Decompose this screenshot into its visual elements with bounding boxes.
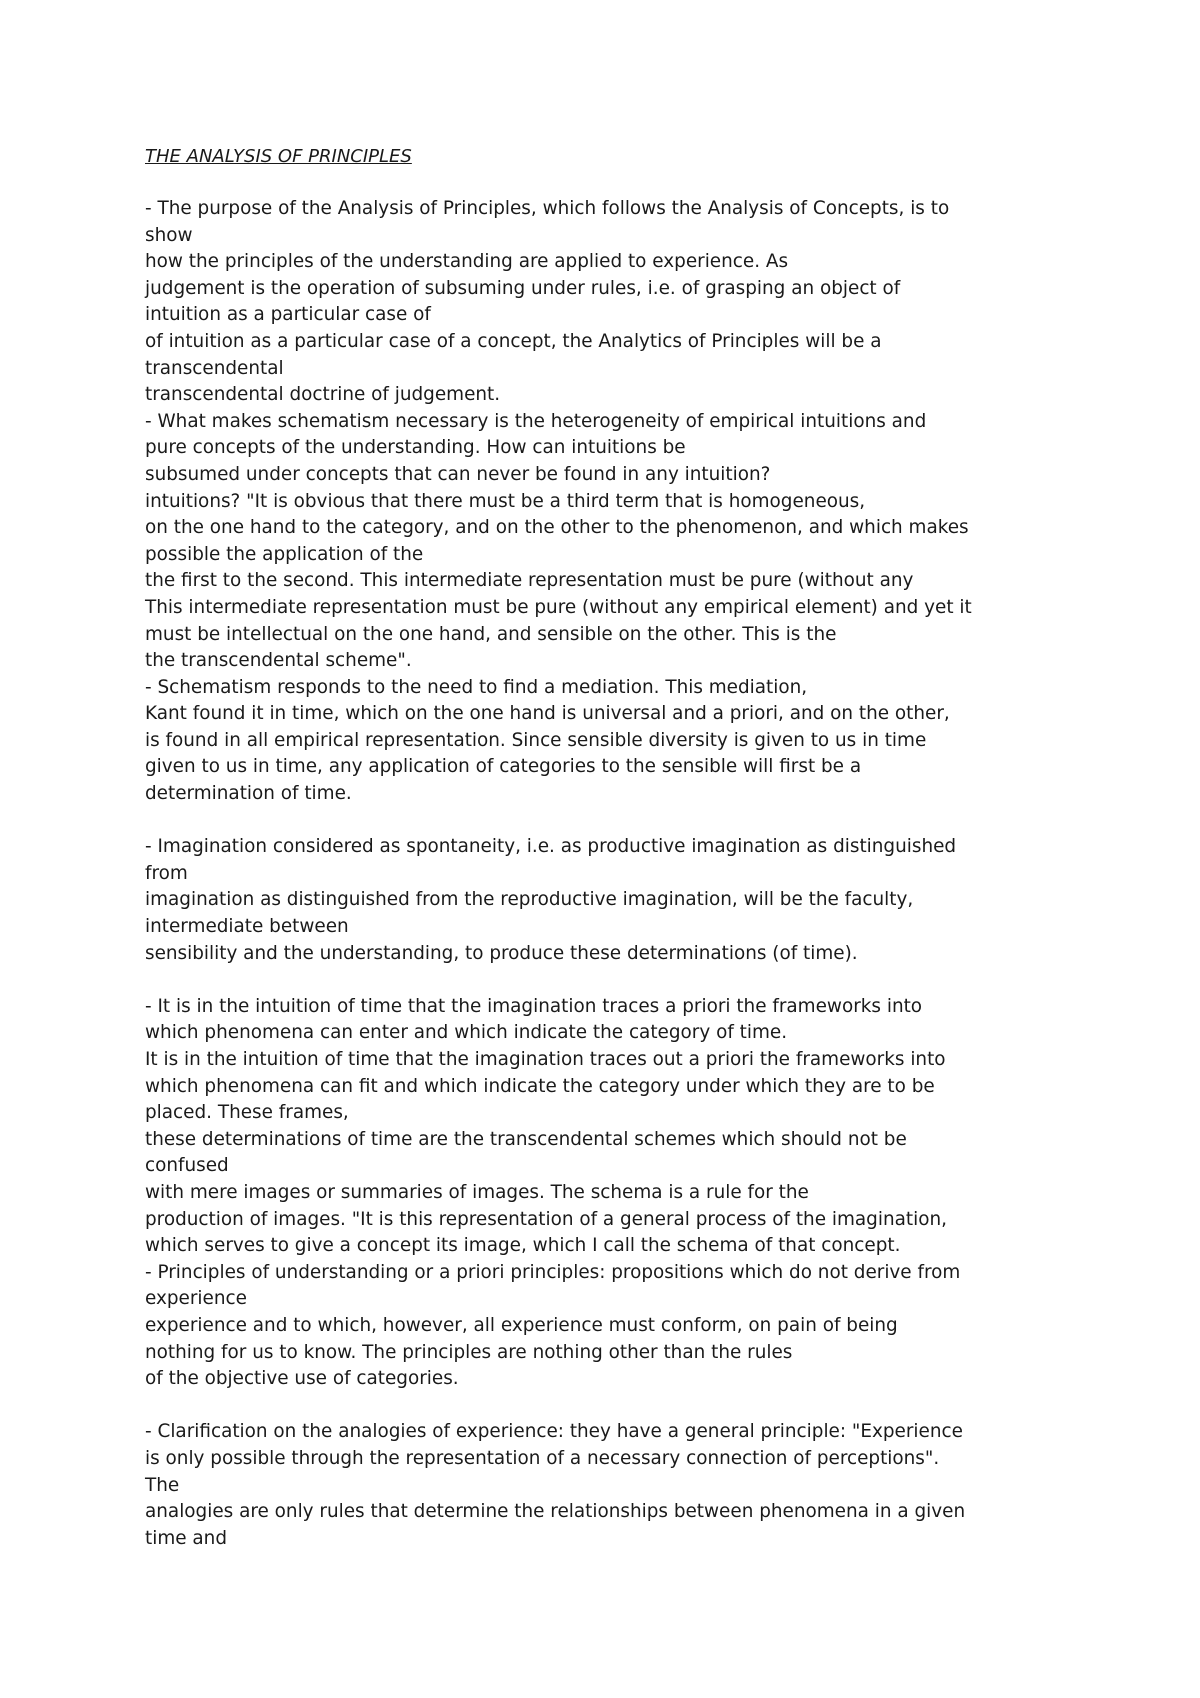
text-line: nothing for us to know. The principles are nothing other than the rules bbox=[145, 1341, 793, 1363]
text-line: must be intellectual on the one hand, and sensible on the other. This is the bbox=[145, 623, 837, 645]
text-line: - Clarification on the analogies of experience: they have a general principle: "Experience bbox=[145, 1421, 963, 1443]
text-line: subsumed under concepts that can never be found in any intuition? bbox=[145, 463, 771, 485]
text-line: how the principles of the understanding are applied to experience. As bbox=[145, 251, 789, 273]
text-line: from bbox=[145, 862, 188, 884]
text-line: production of images. "It is this representation of a general process of the imagination, bbox=[145, 1208, 947, 1230]
blank-line bbox=[145, 967, 1105, 994]
text-line: - Imagination considered as spontaneity, i.e. as productive imagination as distinguished bbox=[145, 836, 957, 858]
text-line: intuition as a particular case of bbox=[145, 304, 431, 326]
text-line: is only possible through the representation of a necessary connection of perceptions". bbox=[145, 1447, 940, 1469]
text-line: sensibility and the understanding, to produce these determinations (of time). bbox=[145, 942, 858, 964]
text-line: of intuition as a particular case of a concept, the Analytics of Principles will be a bbox=[145, 330, 882, 352]
text-line: determination of time. bbox=[145, 783, 352, 805]
text-line: - Principles of understanding or a priori principles: propositions which do not derive from bbox=[145, 1261, 961, 1283]
text-line: confused bbox=[145, 1155, 229, 1177]
text-line: The bbox=[145, 1474, 180, 1496]
text-line: transcendental doctrine of judgement. bbox=[145, 384, 501, 406]
text-line: is found in all empirical representation. Since sensible diversity is given to us in time bbox=[145, 729, 927, 751]
text-line: these determinations of time are the transcendental schemes which should not be bbox=[145, 1128, 907, 1150]
text-line: show bbox=[145, 224, 193, 246]
blank-line bbox=[145, 1393, 1105, 1420]
text-line: placed. These frames, bbox=[145, 1102, 349, 1124]
text-line: which serves to give a concept its image, which I call the schema of that concept. bbox=[145, 1235, 901, 1257]
text-line: with mere images or summaries of images. The schema is a rule for the bbox=[145, 1181, 809, 1203]
blank-line bbox=[145, 808, 1105, 835]
text-line: It is in the intuition of time that the imagination traces out a priori the frameworks into bbox=[145, 1049, 946, 1070]
text-line: pure concepts of the understanding. How can intuitions be bbox=[145, 437, 686, 459]
text-line: experience bbox=[145, 1288, 247, 1310]
document-body bbox=[145, 196, 1105, 1552]
text-line: Kant found it in time, which on the one hand is universal and a priori, and on the other, bbox=[145, 703, 950, 725]
text-line: - The purpose of the Analysis of Principles, which follows the Analysis of Concepts, is to bbox=[145, 198, 950, 219]
text-line: of the objective use of categories. bbox=[145, 1368, 459, 1390]
text-line: - Schematism responds to the need to find a mediation. This mediation, bbox=[145, 676, 808, 698]
text-line: given to us in time, any application of categories to the sensible will first be a bbox=[145, 756, 862, 778]
text-line: analogies are only rules that determine the relationships between phenomena in a given bbox=[145, 1501, 966, 1523]
text-line: which phenomena can enter and which indicate the category of time. bbox=[145, 1022, 788, 1044]
text-line: which phenomena can fit and which indicate the category under which they are to be bbox=[145, 1075, 935, 1097]
text-line: the first to the second. This intermediate representation must be pure (without any bbox=[145, 570, 914, 592]
text-line: This intermediate representation must be pure (without any empirical element) and yet it bbox=[145, 596, 972, 618]
text-line: the transcendental scheme". bbox=[145, 650, 412, 672]
text-line: possible the application of the bbox=[145, 543, 424, 565]
text-line: experience and to which, however, all experience must conform, on pain of being bbox=[145, 1314, 898, 1336]
document-title: THE ANALYSIS OF PRINCIPLES bbox=[145, 146, 412, 167]
text-line: time and bbox=[145, 1527, 227, 1549]
text-line: intuitions? "It is obvious that there must be a third term that is homogeneous, bbox=[145, 490, 866, 512]
text-line: intermediate between bbox=[145, 916, 349, 938]
text-line: judgement is the operation of subsuming under rules, i.e. of grasping an object of bbox=[145, 277, 901, 299]
text-line: - It is in the intuition of time that the imagination traces a priori the frameworks into bbox=[145, 995, 923, 1017]
text-line: on the one hand to the category, and on the other to the phenomenon, and which makes bbox=[145, 517, 969, 539]
text-line: - What makes schematism necessary is the heterogeneity of empirical intuitions and bbox=[145, 410, 927, 432]
text-line: transcendental bbox=[145, 357, 284, 379]
text-line: imagination as distinguished from the reproductive imagination, will be the faculty, bbox=[145, 889, 914, 911]
